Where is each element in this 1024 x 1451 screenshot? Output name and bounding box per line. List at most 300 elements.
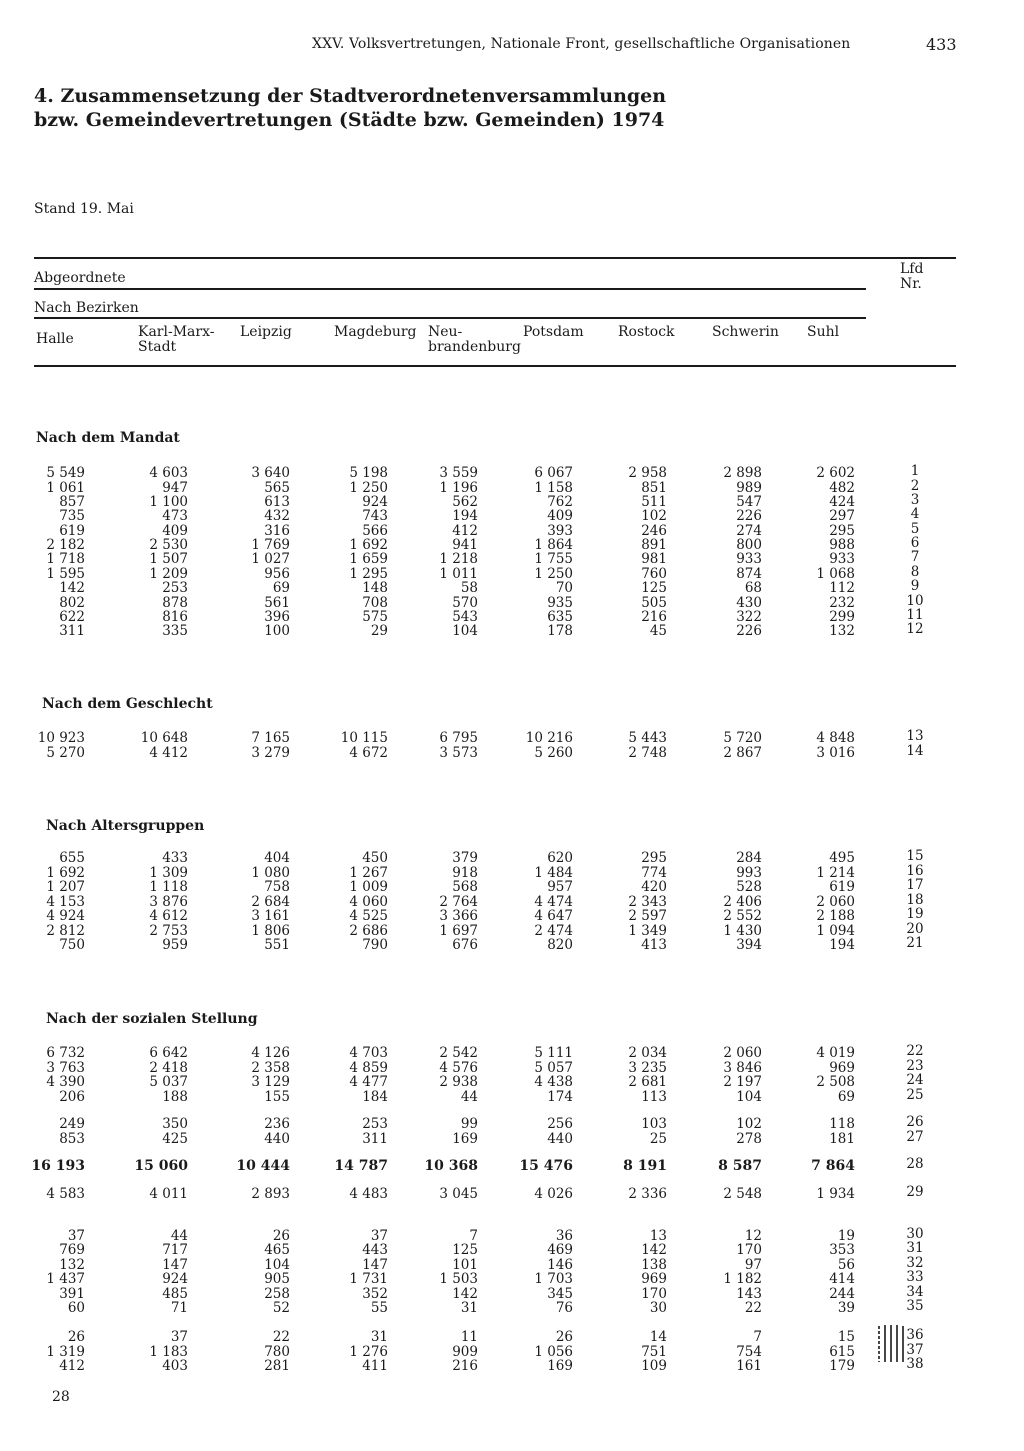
table-cell: 1 009 xyxy=(349,879,388,895)
row-number: 35 xyxy=(906,1298,924,1314)
table-cell: 132 xyxy=(829,623,855,639)
table-cell: 816 xyxy=(162,609,188,625)
table-cell: 244 xyxy=(829,1286,855,1302)
table-cell: 924 xyxy=(162,1271,188,1287)
table-cell: 411 xyxy=(362,1358,388,1374)
table-cell: 216 xyxy=(641,609,667,625)
tally-marks-icon xyxy=(876,1324,910,1366)
table-cell: 1 250 xyxy=(534,566,573,582)
table-cell: 800 xyxy=(736,537,762,553)
table-cell: 3 161 xyxy=(251,908,290,924)
table-cell: 1 692 xyxy=(46,865,85,881)
table-cell: 76 xyxy=(555,1300,573,1316)
table-cell: 2 530 xyxy=(149,537,188,553)
table-cell: 1 718 xyxy=(46,551,85,567)
table-cell: 29 xyxy=(370,623,388,639)
row-number: 34 xyxy=(906,1284,924,1300)
table-cell: 2 182 xyxy=(46,537,85,553)
table-cell: 1 934 xyxy=(816,1186,855,1202)
table-cell: 969 xyxy=(641,1271,667,1287)
table-cell: 959 xyxy=(162,937,188,953)
table-cell: 5 549 xyxy=(46,465,85,481)
table-cell: 4 060 xyxy=(349,894,388,910)
table-cell: 851 xyxy=(641,480,667,496)
table-cell: 2 197 xyxy=(723,1074,762,1090)
column-header: Karl-Marx- Stadt xyxy=(138,324,215,355)
table-cell: 7 864 xyxy=(811,1158,855,1174)
row-number: 27 xyxy=(906,1129,924,1145)
table-cell: 751 xyxy=(641,1344,667,1360)
table-cell: 125 xyxy=(641,580,667,596)
table-cell: 5 720 xyxy=(723,730,762,746)
row-number: 7 xyxy=(910,549,920,565)
table-cell: 350 xyxy=(162,1116,188,1132)
table-cell: 295 xyxy=(641,850,667,866)
table-cell: 1 595 xyxy=(46,566,85,582)
table-cell: 13 xyxy=(649,1228,667,1244)
table-cell: 4 477 xyxy=(349,1074,388,1090)
table-cell: 184 xyxy=(362,1089,388,1105)
row-number: 33 xyxy=(906,1269,924,1285)
table-cell: 708 xyxy=(362,595,388,611)
table-cell: 1 276 xyxy=(349,1344,388,1360)
table-cell: 113 xyxy=(641,1089,667,1105)
table-cell: 44 xyxy=(460,1089,478,1105)
table-cell: 403 xyxy=(162,1358,188,1374)
table-cell: 469 xyxy=(547,1242,573,1258)
table-cell: 2 474 xyxy=(534,923,573,939)
table-cell: 440 xyxy=(547,1131,573,1147)
table-cell: 4 483 xyxy=(349,1186,388,1202)
table-cell: 430 xyxy=(736,595,762,611)
table-cell: 2 418 xyxy=(149,1060,188,1076)
table-cell: 7 xyxy=(469,1228,478,1244)
table-cell: 299 xyxy=(829,609,855,625)
table-cell: 4 019 xyxy=(816,1045,855,1061)
table-cell: 169 xyxy=(452,1131,478,1147)
table-cell: 11 xyxy=(460,1329,478,1345)
table-cell: 391 xyxy=(59,1286,85,1302)
table-cell: 58 xyxy=(460,580,478,596)
table-cell: 206 xyxy=(59,1089,85,1105)
table-cell: 253 xyxy=(362,1116,388,1132)
table-cell: 99 xyxy=(460,1116,478,1132)
table-cell: 148 xyxy=(362,580,388,596)
table-cell: 1 731 xyxy=(349,1271,388,1287)
table-cell: 4 525 xyxy=(349,908,388,924)
table-cell: 15 476 xyxy=(519,1158,573,1174)
table-cell: 70 xyxy=(555,580,573,596)
table-cell: 155 xyxy=(264,1089,290,1105)
table-cell: 2 938 xyxy=(439,1074,478,1090)
row-number: 25 xyxy=(906,1087,924,1103)
row-number: 38 xyxy=(906,1356,924,1372)
table-cell: 1 697 xyxy=(439,923,478,939)
table-cell: 2 753 xyxy=(149,923,188,939)
table-cell: 2 060 xyxy=(723,1045,762,1061)
table-cell: 316 xyxy=(264,523,290,539)
table-cell: 4 672 xyxy=(349,745,388,761)
row-number: 26 xyxy=(906,1114,924,1130)
table-cell: 10 115 xyxy=(340,730,388,746)
table-cell: 102 xyxy=(641,508,667,524)
table-cell: 103 xyxy=(641,1116,667,1132)
table-cell: 22 xyxy=(272,1329,290,1345)
table-cell: 281 xyxy=(264,1358,290,1374)
table-cell: 4 412 xyxy=(149,745,188,761)
table-cell: 146 xyxy=(547,1257,573,1273)
head-bottom-rule xyxy=(34,365,956,367)
table-cell: 424 xyxy=(829,494,855,510)
table-cell: 2 748 xyxy=(628,745,667,761)
table-cell: 4 647 xyxy=(534,908,573,924)
table-cell: 4 924 xyxy=(46,908,85,924)
table-cell: 947 xyxy=(162,480,188,496)
table-cell: 169 xyxy=(547,1358,573,1374)
row-number: 36 xyxy=(906,1327,924,1343)
table-cell: 568 xyxy=(452,879,478,895)
table-cell: 143 xyxy=(736,1286,762,1302)
head-nach-bezirken: Nach Bezirken xyxy=(34,300,139,316)
table-cell: 412 xyxy=(59,1358,85,1374)
table-cell: 100 xyxy=(264,623,290,639)
table-cell: 5 198 xyxy=(349,465,388,481)
table-cell: 10 923 xyxy=(37,730,85,746)
column-header: Magdeburg xyxy=(334,324,417,340)
table-cell: 15 xyxy=(837,1329,855,1345)
table-cell: 2 958 xyxy=(628,465,667,481)
table-cell: 754 xyxy=(736,1344,762,1360)
table-cell: 335 xyxy=(162,623,188,639)
table-cell: 933 xyxy=(736,551,762,567)
table-cell: 1 692 xyxy=(349,537,388,553)
table-cell: 69 xyxy=(272,580,290,596)
table-cell: 6 642 xyxy=(149,1045,188,1061)
row-number: 4 xyxy=(910,506,920,522)
table-cell: 5 260 xyxy=(534,745,573,761)
table-cell: 4 576 xyxy=(439,1060,478,1076)
column-header: Leipzig xyxy=(240,324,292,340)
table-cell: 2 684 xyxy=(251,894,290,910)
table-cell: 432 xyxy=(264,508,290,524)
table-cell: 109 xyxy=(641,1358,667,1374)
table-cell: 613 xyxy=(264,494,290,510)
table-cell: 256 xyxy=(547,1116,573,1132)
table-cell: 284 xyxy=(736,850,762,866)
table-cell: 2 764 xyxy=(439,894,478,910)
row-number: 5 xyxy=(910,521,920,537)
row-number: 30 xyxy=(906,1226,924,1242)
table-cell: 102 xyxy=(736,1116,762,1132)
table-cell: 297 xyxy=(829,508,855,524)
row-number: 18 xyxy=(906,892,924,908)
table-cell: 1 349 xyxy=(628,923,667,939)
table-cell: 4 583 xyxy=(46,1186,85,1202)
table-cell: 232 xyxy=(829,595,855,611)
table-cell: 1 118 xyxy=(149,879,188,895)
table-cell: 2 188 xyxy=(816,908,855,924)
row-number: 2 xyxy=(910,478,920,494)
row-number: 12 xyxy=(906,621,924,637)
table-cell: 2 343 xyxy=(628,894,667,910)
table-cell: 12 xyxy=(744,1228,762,1244)
table-cell: 1 183 xyxy=(149,1344,188,1360)
table-cell: 161 xyxy=(736,1358,762,1374)
table-cell: 138 xyxy=(641,1257,667,1273)
table-cell: 56 xyxy=(837,1257,855,1273)
table-cell: 1 158 xyxy=(534,480,573,496)
table-cell: 26 xyxy=(67,1329,85,1345)
head-abgeordnete: Abgeordnete xyxy=(34,270,126,286)
table-cell: 565 xyxy=(264,480,290,496)
section-label: Nach der sozialen Stellung xyxy=(46,1011,258,1027)
table-cell: 5 057 xyxy=(534,1060,573,1076)
table-cell: 528 xyxy=(736,879,762,895)
row-number: 21 xyxy=(906,935,924,951)
row-number: 28 xyxy=(906,1156,924,1172)
table-cell: 1 209 xyxy=(149,566,188,582)
table-cell: 989 xyxy=(736,480,762,496)
table-cell: 620 xyxy=(547,850,573,866)
table-cell: 933 xyxy=(829,551,855,567)
footer-mark: 28 xyxy=(52,1389,70,1405)
table-cell: 566 xyxy=(362,523,388,539)
table-cell: 473 xyxy=(162,508,188,524)
table-cell: 853 xyxy=(59,1131,85,1147)
row-number: 1 xyxy=(910,463,920,479)
table-cell: 615 xyxy=(829,1344,855,1360)
table-cell: 394 xyxy=(736,937,762,953)
table-cell: 2 508 xyxy=(816,1074,855,1090)
table-cell: 743 xyxy=(362,508,388,524)
table-cell: 194 xyxy=(452,508,478,524)
table-cell: 69 xyxy=(837,1089,855,1105)
table-title-line-2: bzw. Gemeindevertretungen (Städte bzw. Gemeinden) 1974 xyxy=(34,109,665,131)
column-header: Halle xyxy=(36,331,74,347)
table-cell: 226 xyxy=(736,508,762,524)
table-cell: 2 542 xyxy=(439,1045,478,1061)
table-cell: 311 xyxy=(362,1131,388,1147)
row-number: 23 xyxy=(906,1058,924,1074)
table-cell: 1 214 xyxy=(816,865,855,881)
table-cell: 790 xyxy=(362,937,388,953)
table-cell: 97 xyxy=(744,1257,762,1273)
table-cell: 26 xyxy=(272,1228,290,1244)
table-cell: 891 xyxy=(641,537,667,553)
table-cell: 511 xyxy=(641,494,667,510)
table-cell: 246 xyxy=(641,523,667,539)
table-cell: 750 xyxy=(59,937,85,953)
table-cell: 1 100 xyxy=(149,494,188,510)
table-cell: 22 xyxy=(744,1300,762,1316)
table-cell: 68 xyxy=(744,580,762,596)
table-cell: 25 xyxy=(649,1131,667,1147)
table-cell: 2 552 xyxy=(723,908,762,924)
table-cell: 485 xyxy=(162,1286,188,1302)
table-cell: 4 474 xyxy=(534,894,573,910)
table-cell: 181 xyxy=(829,1131,855,1147)
table-cell: 2 898 xyxy=(723,465,762,481)
table-cell: 112 xyxy=(829,580,855,596)
table-cell: 4 153 xyxy=(46,894,85,910)
table-cell: 2 893 xyxy=(251,1186,290,1202)
table-cell: 909 xyxy=(452,1344,478,1360)
row-number: 6 xyxy=(910,535,920,551)
table-cell: 6 067 xyxy=(534,465,573,481)
table-cell: 142 xyxy=(452,1286,478,1302)
table-cell: 10 648 xyxy=(140,730,188,746)
table-cell: 450 xyxy=(362,850,388,866)
section-label: Nach dem Mandat xyxy=(36,430,180,446)
table-cell: 918 xyxy=(452,865,478,881)
table-cell: 393 xyxy=(547,523,573,539)
table-cell: 7 165 xyxy=(251,730,290,746)
row-number: 22 xyxy=(906,1043,924,1059)
table-cell: 45 xyxy=(649,623,667,639)
table-cell: 547 xyxy=(736,494,762,510)
row-number: 3 xyxy=(910,492,920,508)
table-cell: 5 443 xyxy=(628,730,667,746)
row-number: 29 xyxy=(906,1184,924,1200)
table-cell: 4 026 xyxy=(534,1186,573,1202)
table-cell: 6 732 xyxy=(46,1045,85,1061)
table-cell: 3 235 xyxy=(628,1060,667,1076)
row-number: 19 xyxy=(906,906,924,922)
table-cell: 253 xyxy=(162,580,188,596)
row-number: 11 xyxy=(906,607,924,623)
column-header: Rostock xyxy=(618,324,675,340)
table-cell: 676 xyxy=(452,937,478,953)
table-cell: 3 366 xyxy=(439,908,478,924)
table-cell: 2 681 xyxy=(628,1074,667,1090)
table-cell: 4 603 xyxy=(149,465,188,481)
table-cell: 379 xyxy=(452,850,478,866)
table-cell: 125 xyxy=(452,1242,478,1258)
table-cell: 16 193 xyxy=(31,1158,85,1174)
row-number: 14 xyxy=(906,743,924,759)
table-cell: 216 xyxy=(452,1358,478,1374)
table-cell: 1 806 xyxy=(251,923,290,939)
table-cell: 1 659 xyxy=(349,551,388,567)
table-cell: 619 xyxy=(59,523,85,539)
table-cell: 60 xyxy=(67,1300,85,1316)
table-cell: 760 xyxy=(641,566,667,582)
table-cell: 409 xyxy=(547,508,573,524)
table-cell: 55 xyxy=(370,1300,388,1316)
table-cell: 3 559 xyxy=(439,465,478,481)
table-cell: 988 xyxy=(829,537,855,553)
table-cell: 226 xyxy=(736,623,762,639)
table-cell: 1 755 xyxy=(534,551,573,567)
table-cell: 619 xyxy=(829,879,855,895)
row-number: 8 xyxy=(910,564,920,580)
table-cell: 19 xyxy=(837,1228,855,1244)
table-cell: 570 xyxy=(452,595,478,611)
table-cell: 1 250 xyxy=(349,480,388,496)
table-cell: 993 xyxy=(736,865,762,881)
table-cell: 249 xyxy=(59,1116,85,1132)
table-cell: 1 769 xyxy=(251,537,290,553)
table-cell: 26 xyxy=(555,1329,573,1345)
table-cell: 1 011 xyxy=(439,566,478,582)
row-number: 17 xyxy=(906,877,924,893)
table-cell: 311 xyxy=(59,623,85,639)
table-cell: 905 xyxy=(264,1271,290,1287)
table-cell: 802 xyxy=(59,595,85,611)
table-cell: 4 011 xyxy=(149,1186,188,1202)
table-cell: 543 xyxy=(452,609,478,625)
table-cell: 1 182 xyxy=(723,1271,762,1287)
table-cell: 3 763 xyxy=(46,1060,85,1076)
row-number: 20 xyxy=(906,921,924,937)
row-number: 24 xyxy=(906,1072,924,1088)
table-cell: 118 xyxy=(829,1116,855,1132)
table-cell: 1 056 xyxy=(534,1344,573,1360)
table-cell: 562 xyxy=(452,494,478,510)
table-cell: 717 xyxy=(162,1242,188,1258)
head-lfd-nr: Lfd Nr. xyxy=(900,261,924,292)
table-cell: 6 795 xyxy=(439,730,478,746)
table-cell: 1 196 xyxy=(439,480,478,496)
table-cell: 482 xyxy=(829,480,855,496)
head-rule-1 xyxy=(34,288,866,290)
table-cell: 10 368 xyxy=(424,1158,478,1174)
table-cell: 3 279 xyxy=(251,745,290,761)
table-cell: 941 xyxy=(452,537,478,553)
table-cell: 414 xyxy=(829,1271,855,1287)
table-cell: 295 xyxy=(829,523,855,539)
row-number: 9 xyxy=(910,578,920,594)
table-cell: 878 xyxy=(162,595,188,611)
table-cell: 420 xyxy=(641,879,667,895)
table-cell: 433 xyxy=(162,850,188,866)
table-cell: 635 xyxy=(547,609,573,625)
table-cell: 7 xyxy=(753,1329,762,1345)
table-cell: 353 xyxy=(829,1242,855,1258)
table-cell: 981 xyxy=(641,551,667,567)
table-cell: 4 848 xyxy=(816,730,855,746)
table-cell: 31 xyxy=(370,1329,388,1345)
table-cell: 3 640 xyxy=(251,465,290,481)
section-label: Nach Altersgruppen xyxy=(46,818,205,834)
table-cell: 1 094 xyxy=(816,923,855,939)
table-top-rule xyxy=(34,257,956,259)
table-cell: 104 xyxy=(736,1089,762,1105)
section-label: Nach dem Geschlecht xyxy=(42,696,213,712)
table-cell: 258 xyxy=(264,1286,290,1302)
table-cell: 2 358 xyxy=(251,1060,290,1076)
table-cell: 147 xyxy=(162,1257,188,1273)
table-cell: 4 859 xyxy=(349,1060,388,1076)
table-cell: 4 438 xyxy=(534,1074,573,1090)
table-cell: 412 xyxy=(452,523,478,539)
table-cell: 1 703 xyxy=(534,1271,573,1287)
table-cell: 1 503 xyxy=(439,1271,478,1287)
table-cell: 104 xyxy=(452,623,478,639)
table-cell: 655 xyxy=(59,850,85,866)
table-cell: 2 060 xyxy=(816,894,855,910)
table-cell: 8 587 xyxy=(718,1158,762,1174)
table-cell: 178 xyxy=(547,623,573,639)
table-cell: 440 xyxy=(264,1131,290,1147)
page-number: 433 xyxy=(926,35,957,54)
table-cell: 37 xyxy=(67,1228,85,1244)
table-cell: 762 xyxy=(547,494,573,510)
table-cell: 404 xyxy=(264,850,290,866)
table-cell: 2 686 xyxy=(349,923,388,939)
row-number: 16 xyxy=(906,863,924,879)
table-cell: 10 444 xyxy=(236,1158,290,1174)
